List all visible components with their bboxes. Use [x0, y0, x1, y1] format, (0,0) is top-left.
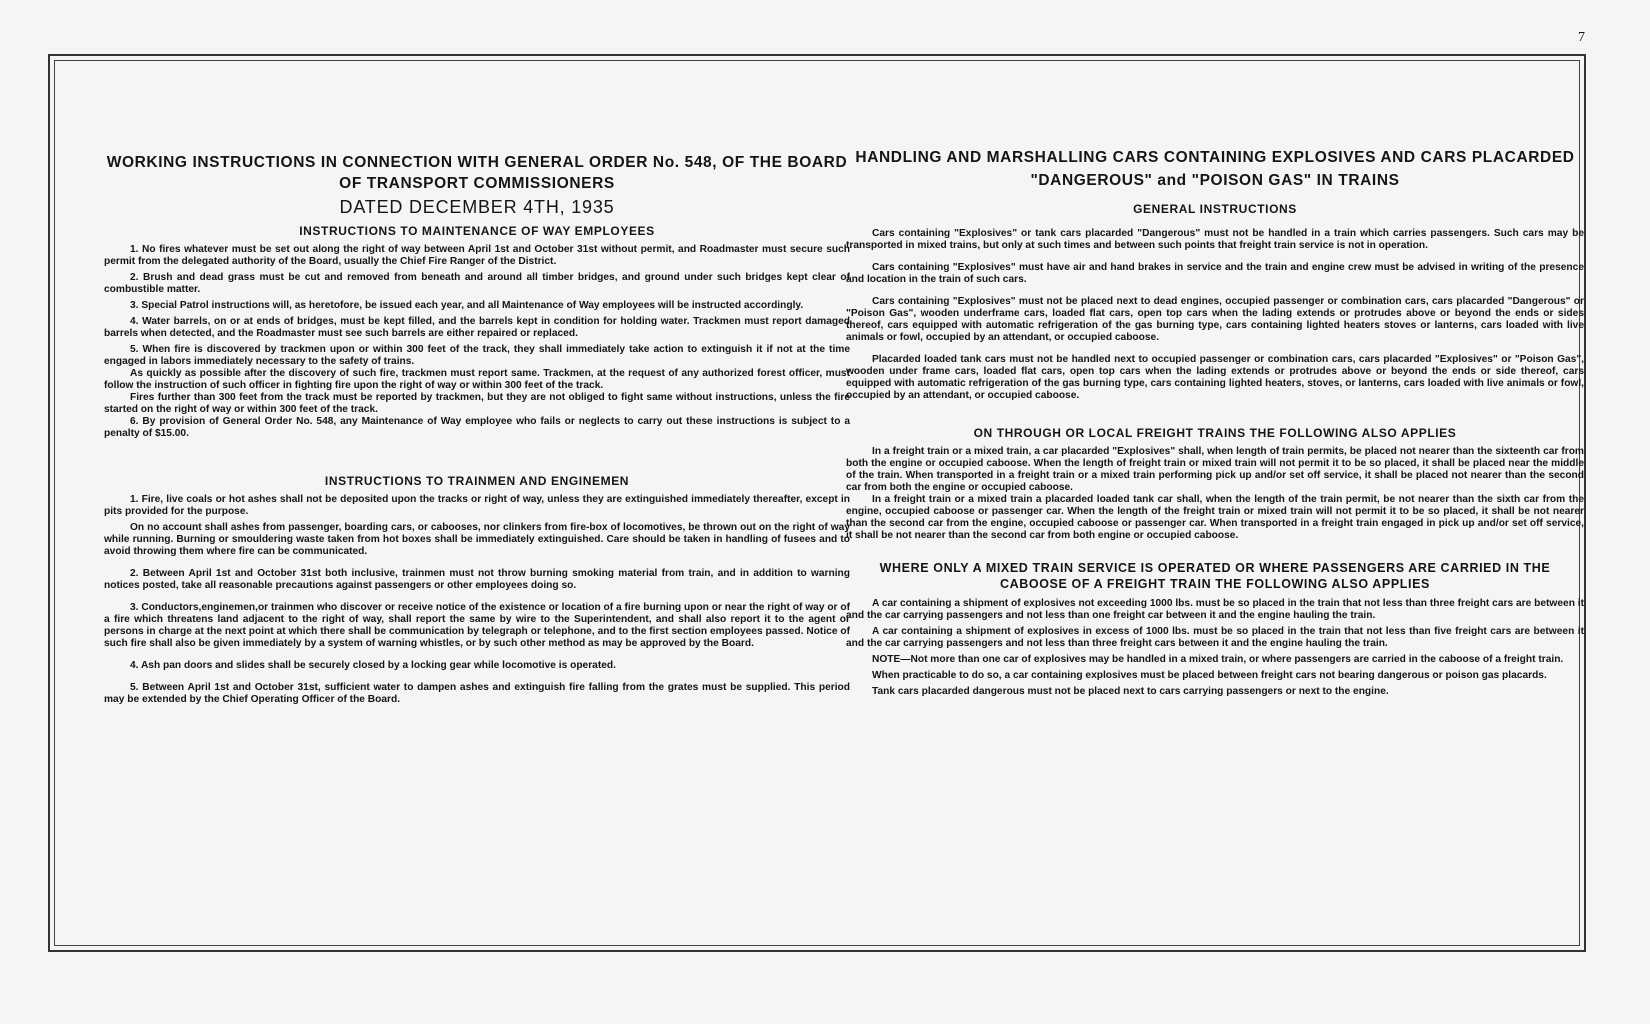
trainmen-heading: INSTRUCTIONS TO TRAINMEN AND ENGINEMEN — [324, 474, 630, 488]
maintenance-paragraph: 5. When fire is discovered by trackmen upon or within 300 feet of the track, they shall immediately take action to extinguish it if not at the time engaged in labors immediately necessary to the safety of trains. — [104, 344, 850, 367]
right-column — [846, 146, 1584, 698]
trainmen-paragraph: 1. Fire, live coals or hot ashes shall not be deposited upon the tracks or right of way, unless they are extinguished immediately thereafter, except in pits provided for the purpose. — [104, 494, 850, 517]
trainmen-paragraph: On no account shall ashes from passenger, boarding cars, or cabooses, nor clinkers from fire-box of locomotives, be thrown out on the right of way while running. Burning or smouldering waste taken from hot boxes shall be immediately extinguished. Care should be taken in handling of fusees and to avoid throwing them where fire can be communicated. — [104, 522, 850, 557]
freight-heading: ON THROUGH OR LOCAL FREIGHT TRAINS THE FOLLOWING ALSO APPLIES — [973, 426, 1457, 440]
mixed-paragraph: A car containing a shipment of explosives in excess of 1000 lbs. must be so placed in the train that not less than five freight cars are between it and the car carrying passengers and not less than three freight cars between it and the engine hauling the train. — [846, 626, 1584, 649]
maintenance-paragraph: Fires further than 300 feet from the track must be reported by trackmen, but they are not obliged to fight same without instructions, unless the fire started on the right of way or within 300 feet of the track. — [104, 392, 850, 415]
trainmen-paragraph: 3. Conductors,enginemen,or trainmen who discover or receive notice of the existence or location of a fire burning upon or near the right of way or of a fire which threatens land adjacent to the right of way, shall report the same by wire to the Superintendent, and shall also report it to the agent or persons in charge at the next point at which there shall be communication by telegraph or telephone, and to the first section employees passed. Notice of such fire shall also be given immediately by a system of warning whistles, or by such other method as may be approved by the Board. — [104, 602, 850, 649]
mixed-paragraph: NOTE—Not more than one car of explosives may be handled in a mixed train, or where passengers are carried in the caboose of a freight train. — [872, 654, 1564, 665]
right-title: HANDLING AND MARSHALLING CARS CONTAINING EXPLOSIVES AND CARS PLACARDED "DANGEROUS" and "POISON GAS" IN TRAINS — [855, 149, 1575, 189]
trainmen-paragraph: 2. Between April 1st and October 31st both inclusive, trainmen must not throw burning smoking material from train, and in addition to warning notices posted, take all reasonable precautions against passengers or other employees doing so. — [104, 568, 850, 591]
freight-paragraph: In a freight train or a mixed train a placarded loaded tank car shall, when the length of the train permit, be not nearer than the sixth car from the engine, occupied caboose or passenger car. When the length of the freight train or mixed train will not permit it to be so placed, it shall be not nearer than the second car from the engine, occupied caboose or passenger car. When transported in a freight train engaged in pick up and/or set off service, it shall be not nearer than the second car from both engine or occupied caboose. — [846, 494, 1584, 541]
left-column — [104, 152, 850, 706]
left-title: WORKING INSTRUCTIONS IN CONNECTION WITH GENERAL ORDER No. 548, OF THE BOARD OF TRANSPORT COMMISSIONERS — [106, 154, 848, 192]
mixed-paragraph: When practicable to do so, a car containing explosives must be placed between freight cars not bearing dangerous or poison gas placards. — [872, 670, 1547, 681]
mixed-paragraph: Tank cars placarded dangerous must not be placed next to cars carrying passengers or next to the engine. — [872, 686, 1389, 697]
mixed-paragraph: A car containing a shipment of explosives not exceeding 1000 lbs. must be so placed in the train that not less than three freight cars are between it and the car carrying passengers and not less than one freight car between it and the engine hauling the train. — [846, 598, 1584, 621]
maintenance-paragraph: 1. No fires whatever must be set out along the right of way between April 1st and October 31st without permit, and Roadmaster must secure such permit from the delegated authority of the Board, usually the Chief Fire Ranger of the District. — [104, 244, 850, 267]
mixed-train-heading: WHERE ONLY A MIXED TRAIN SERVICE IS OPERATED OR WHERE PASSENGERS ARE CARRIED IN THE CABOOSE OF A FREIGHT TRAIN THE FOLLOWING ALSO APPLIES — [879, 561, 1551, 591]
maintenance-paragraph: As quickly as possible after the discovery of such fire, trackmen must report same. Trackmen, at the request of any authorized forest officer, must follow the instruction of such officer in fighting fire upon the right of way or within 300 feet of the track. — [104, 368, 850, 391]
order-date: DATED DECEMBER 4TH, 1935 — [339, 197, 615, 217]
trainmen-paragraph: 4. Ash pan doors and slides shall be securely closed by a locking gear while locomotive is operated. — [130, 660, 616, 671]
maintenance-paragraph: 2. Brush and dead grass must be cut and removed from beneath and around all timber bridges, and ground under such bridges kept clear of combustible matter. — [104, 272, 850, 295]
maintenance-paragraph: 6. By provision of General Order No. 548, any Maintenance of Way employee who fails or neglects to carry out these instructions is subject to a penalty of $15.00. — [104, 416, 850, 439]
maintenance-heading: INSTRUCTIONS TO MAINTENANCE OF WAY EMPLOYEES — [299, 224, 655, 238]
page-number: 7 — [1578, 30, 1585, 45]
general-paragraph: Cars containing "Explosives" or tank cars placarded "Dangerous" must not be handled in a train which carries passengers. Such cars may be transported in mixed trains, but only at such times and between such points that freight train service is not in operation. — [846, 228, 1584, 251]
document-border — [48, 54, 1586, 952]
general-instructions-heading: GENERAL INSTRUCTIONS — [1133, 202, 1297, 216]
general-paragraph: Placarded loaded tank cars must not be handled next to occupied passenger or combination cars, cars placarded "Explosives" or "Poison Gas", wooden under frame cars, loaded flat cars, open top cars when the lading extends or protrudes above or beyond the ends or side thereof, cars equipped with automatic refrigeration of the gas burning type, cars containing lighted heaters, stoves, or lanterns, cars loaded with live animals or fowl, occupied by an attendant, or occupied caboose. — [846, 354, 1584, 401]
maintenance-paragraph: 4. Water barrels, on or at ends of bridges, must be kept filled, and the barrels kept in condition for holding water. Trackmen must report damaged barrels when detected, and the Roadmaster must see such barrels are either repaired or replaced. — [104, 316, 850, 339]
trainmen-paragraph: 5. Between April 1st and October 31st, sufficient water to dampen ashes and extinguish fire falling from the grates must be supplied. This period may be extended by the Chief Operating Officer of the Board. — [104, 682, 850, 705]
general-paragraph: Cars containing "Explosives" must not be placed next to dead engines, occupied passenger or combination cars, cars placarded "Dangerous" or "Poison Gas", wooden underframe cars, loaded flat cars, open top cars when the lading extends or protrudes above or beyond the ends or sides thereof, cars equipped with automatic refrigeration of the gas burning type, cars containing lighted heaters stoves or lanterns, cars loaded with live animals or fowl, occupied by an attendant, or occupied caboose. — [846, 296, 1584, 343]
general-paragraph: Cars containing "Explosives" must have air and hand brakes in service and the train and engine crew must be advised in writing of the presence and location in the train of such cars. — [846, 262, 1584, 285]
maintenance-paragraph: 3. Special Patrol instructions will, as heretofore, be issued each year, and all Maintenance of Way employees will be instructed accordingly. — [130, 300, 804, 311]
freight-paragraph: In a freight train or a mixed train, a car placarded "Explosives" shall, when length of train permits, be placed not nearer than the sixteenth car from both the engine or occupied caboose. When the length of freight train or mixed train will not permit it to be so placed, it shall be placed near the middle of the train. When transported in a freight train or a mixed train performing pick up and/or set off service, it shall be placed not nearer than the second car from both the engine or occupied caboose. — [846, 446, 1584, 493]
